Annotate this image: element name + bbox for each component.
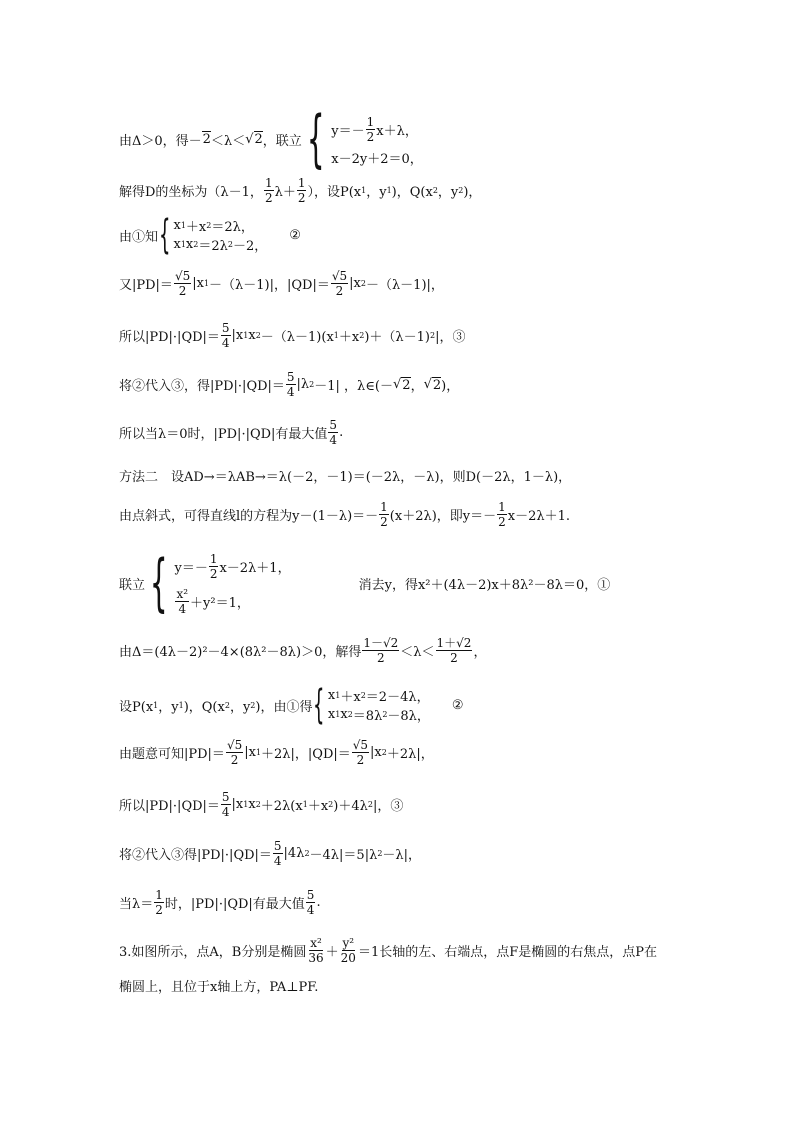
text-l1-r: 2: [254, 132, 263, 147]
text-l17-d: 36: [308, 951, 324, 965]
line-5: [119, 321, 465, 350]
text-l15-pre: 将②代入③得|PD|·|QD|＝: [119, 848, 272, 863]
text-l15-d: 4: [273, 854, 282, 868]
text-l16-d: 2: [155, 903, 163, 917]
text-subs-one: 1: [180, 240, 186, 249]
text-subs-one: 1: [386, 186, 392, 195]
text-l14-pre: 所以|PD|·|QD|＝: [119, 799, 220, 814]
text-l6-d: 4: [286, 385, 295, 399]
text-subs-two: 2: [255, 331, 261, 340]
text-l12-r2a: x: [327, 707, 336, 722]
text-l1-s1b: x＋λ，: [376, 124, 418, 139]
text-l17-n: x²: [310, 936, 322, 950]
text-l10-r1d: 2: [209, 566, 218, 581]
text-subs-two: 2: [360, 279, 366, 288]
line-18: [119, 976, 318, 995]
text-l13-d2: 2: [356, 753, 365, 767]
text-subs-two: 2: [432, 186, 438, 195]
text-l10-pre: 联立: [119, 577, 146, 593]
text-l2-d2: 2: [297, 191, 306, 205]
text-l10-r1n: 1: [209, 551, 218, 566]
text-l9-pre: 由点斜式，可得直线l的方程为y－(1－λ)＝－: [119, 509, 379, 524]
text-l11-post: ，: [473, 645, 487, 660]
text-l3-pre: 由①知: [119, 229, 159, 245]
text-subs-sq: 2: [304, 849, 310, 858]
text-l4-d: 2: [178, 284, 187, 298]
text-subs-two: 2: [347, 710, 353, 719]
text-l4-n: √5: [174, 269, 191, 283]
text-l9-n2: 1: [498, 500, 506, 514]
text-l15-n: 5: [273, 839, 282, 853]
text-l2-p2: ，y: [366, 185, 387, 200]
text-l6-pre: 将②代入③，得|PD|·|QD|＝: [119, 379, 285, 394]
text-l7-d: 4: [329, 433, 338, 447]
text-subs-one: 1: [255, 748, 262, 757]
text-subs-sq: 2: [227, 240, 233, 249]
text-l1-s1n: 1: [366, 115, 375, 129]
text-l13-n2: √5: [352, 738, 369, 752]
text-l10-r2b: ＋y²＝1，: [190, 595, 250, 611]
text-l1-s1a: y＝－: [331, 124, 365, 139]
text-l6-e: )，: [441, 379, 460, 394]
text-l1-mid: ＜λ＜: [210, 133, 246, 149]
text-l5-e: ＋x: [338, 330, 360, 345]
text-l2-p4: ，y: [437, 185, 459, 200]
text-subs-one: 1: [180, 221, 186, 230]
text-l2-post: ），设P(x: [307, 185, 362, 200]
text-subs-one: 1: [153, 700, 159, 710]
text-l13-d: 2: [230, 753, 239, 767]
text-l5-n: 5: [221, 321, 230, 335]
text-l10-r1b: x－2λ＋1，: [219, 560, 291, 576]
equation-system: { y＝－ $\frac{1}{2}$ x＋λ， x－2y＋2＝0，: [306, 102, 423, 175]
text-l1-s2: x－2y＋2＝0，: [331, 151, 423, 167]
text-subs-two: 2: [250, 700, 256, 710]
text-l4-pre: 又|PD|＝: [119, 278, 173, 293]
text-l17-n2: y²: [342, 936, 355, 950]
text-l13-c: |x: [370, 745, 382, 760]
text-l10-r2d: 4: [178, 601, 187, 616]
text-l6-r: 2: [402, 377, 411, 393]
text-subs-two: 2: [193, 240, 199, 249]
text-l3-r2d: －2，: [232, 239, 268, 254]
text-l8-text: 方法二 设AD→＝λAB→＝λ(－2，－1)＝(－2λ，－λ)，则D(－2λ，1－λ)，: [119, 470, 572, 485]
text-l13-pre: 由题意可知|PD|＝: [119, 747, 225, 762]
text-l1-r: 2: [202, 132, 211, 147]
line-16: [119, 888, 321, 917]
text-l2-p3: )，Q(x: [391, 185, 433, 200]
line-2: [119, 176, 481, 205]
text-l12-r1a: x: [327, 688, 336, 703]
text-l9-d2: 2: [498, 515, 506, 529]
text-l2-n1: 1: [264, 176, 273, 190]
text-l18-text: 椭圆上，且位于x轴上方，PA⊥PF.: [119, 980, 319, 995]
text-l16-pre: 当λ＝: [119, 897, 154, 912]
text-l5-pre: 所以|PD|·|QD|＝: [119, 330, 220, 345]
text-l7-post: .: [339, 425, 344, 440]
text-subs-one: 1: [335, 710, 341, 719]
text-l2-d1: 2: [264, 191, 273, 205]
text-subs-one: 1: [335, 691, 341, 700]
text-l14-n: 5: [221, 790, 230, 804]
text-l9-n: 1: [380, 500, 388, 514]
text-l12-e: )，由①得: [255, 699, 313, 715]
text-l12-tag: ②: [451, 697, 464, 713]
text-subs-sq: 2: [367, 800, 373, 809]
text-subs-sq: 2: [377, 849, 383, 858]
text-l11-n2: 1＋√2: [436, 636, 472, 650]
line-10: 联立 { y＝－ $\frac{1}{2}$ x－2λ＋1， $\frac{\text{x²}}{4}$ ＋y²＝1， 消去y，得x²＋(4λ－2)x＋8λ²－8λ＝0，①: [119, 546, 611, 619]
text-subs-one: 1: [243, 800, 249, 809]
text-l3-r1c: ＝2λ，: [211, 220, 254, 235]
text-l3-r1b: ＋x: [185, 220, 207, 235]
text-subs-two: 2: [206, 221, 212, 230]
text-l16-n2: 5: [306, 888, 315, 902]
line-6: 将②代入③，得|PD|·|QD|＝ $\frac{5}{4}$ |λ 2 －1| ，λ∈(－ √ 2 ， √ 2 )，: [119, 370, 460, 399]
text-subs-two: 2: [255, 800, 261, 809]
text-l16-post: .: [316, 895, 321, 910]
text-l14-e: ＋x: [307, 799, 329, 814]
text-l17-m: ＋: [325, 945, 339, 960]
text-subs-two: 2: [224, 700, 230, 710]
text-l17-post: ＝1长轴的左、右端点，点F是椭圆的右焦点，点P在: [357, 945, 657, 960]
text-subs-one: 1: [178, 700, 184, 710]
line-1: 由Δ＞0，得－ 2 ＜λ＜ √ 2 ，联立 { y＝－ $\frac{1}{2}$ x＋λ， x－2y＋2＝0，: [119, 102, 423, 175]
text-l4-a: |x: [192, 276, 204, 291]
text-l10-r2n: x²: [176, 586, 189, 601]
text-l4-b: －（λ－1)|，|QD|＝: [209, 278, 330, 293]
text-l9-d: 2: [380, 515, 388, 529]
text-l15-b: －4λ|＝5|λ: [309, 848, 378, 863]
text-l3-r2c: ＝2λ: [198, 239, 228, 254]
text-l10-post: 消去y，得x²＋(4λ－2)x＋8λ²－8λ＝0，①: [358, 577, 611, 593]
line-17: [119, 936, 657, 965]
text-l12-b: )，Q(x: [183, 699, 225, 715]
line-11: [119, 636, 486, 665]
line-8: [119, 466, 571, 485]
text-subs-two: 2: [359, 331, 365, 340]
line-3: 由①知 { x 1 ＋x 2 ＝2λ， x 1 x 2 ＝2λ 2 －2， ②: [119, 212, 301, 258]
text-l1-post: ，联立: [262, 133, 302, 149]
text-l11-d2: 2: [450, 651, 458, 665]
text-l3-r1a: x: [173, 218, 181, 233]
text-l4-e: －（λ－1)|，: [365, 278, 444, 293]
text-subs-two: 2: [328, 800, 334, 809]
text-subs-one: 1: [333, 331, 339, 340]
text-l11-n: 1－√2: [363, 636, 399, 650]
text-l3-tag: ②: [289, 227, 301, 243]
text-l2-n2: 1: [297, 176, 306, 190]
text-l4-c: |x: [349, 276, 361, 291]
line-4: [119, 269, 444, 298]
text-l9-m: (x＋2λ)，即y＝－: [389, 509, 497, 524]
text-l14-c: ＋2λ(x: [260, 799, 303, 814]
text-l12-r2c: ＝8λ: [352, 709, 383, 724]
text-l12-a: ，y: [158, 699, 179, 715]
text-subs-one: 1: [302, 800, 308, 809]
text-l6-n: 5: [286, 370, 295, 384]
text-l2-m: λ＋: [274, 185, 296, 200]
line-13: [119, 738, 434, 767]
text-l5-d: 4: [221, 336, 230, 350]
text-l12-pre: 设P(x: [119, 699, 154, 715]
text-l7-n: 5: [329, 418, 338, 432]
text-l14-a: |x: [231, 797, 244, 812]
line-14: [119, 790, 403, 819]
text-subs-two: 2: [381, 748, 387, 757]
text-l16-d2: 4: [306, 903, 315, 917]
text-l9-post: x－2λ＋1.: [507, 509, 571, 524]
text-l14-g: |，③: [372, 799, 404, 814]
text-l11-m: ＜λ＜: [400, 645, 435, 660]
text-l5-c: －（λ－1)(x: [260, 330, 334, 345]
text-l12-r2b: x: [340, 707, 348, 722]
text-l5-f: )＋（λ－1): [364, 330, 430, 345]
text-subs-sq: 2: [429, 331, 436, 340]
text-subs-one: 1: [203, 279, 210, 288]
text-subs-two: 2: [360, 691, 366, 700]
text-l12-r1b: ＋x: [340, 690, 361, 705]
text-l15-c: －λ|，: [382, 848, 422, 863]
text-l11-pre: 由Δ＝(4λ－2)²－4×(8λ²－8λ)＞0，解得: [119, 645, 362, 660]
line-15: [119, 839, 421, 868]
text-l6-r: 2: [432, 377, 442, 393]
text-subs-one: 1: [361, 186, 367, 195]
text-l6-a: |λ: [296, 377, 310, 392]
text-l7-pre: 所以当λ＝0时，|PD|·|QD|有最大值: [119, 427, 328, 442]
text-l2-p5: )，: [463, 185, 482, 200]
text-l3-r2b: x: [185, 237, 194, 252]
text-l13-b: ＋2λ|，|QD|＝: [261, 747, 351, 762]
text-subs-one: 1: [243, 331, 249, 340]
text-l15-a: |4λ: [283, 846, 305, 861]
text-l14-d: 4: [221, 805, 230, 819]
text-l13-a: |x: [244, 745, 256, 760]
text-l11-d: 2: [376, 651, 385, 665]
text-l12-r1c: ＝2－4λ，: [365, 690, 430, 705]
text-l13-e: ＋2λ|，: [386, 747, 434, 762]
text-l2-pre: 解得D的坐标为（λ－1，: [119, 185, 263, 200]
text-l1-pre: 由Δ＞0，得－: [119, 133, 202, 149]
text-l10-r1a: y＝－: [174, 560, 208, 576]
text-l13-n: √5: [226, 738, 243, 752]
text-l4-d2: 2: [335, 284, 344, 298]
text-subs-sq: 2: [309, 380, 315, 389]
text-l14-f: )＋4λ: [333, 799, 368, 814]
text-l17-pre: 3.如图所示，点A，B分别是椭圆: [119, 945, 307, 960]
text-l1-s1d: 2: [366, 130, 375, 144]
text-l16-m: 时，|PD|·|QD|有最大值: [164, 897, 305, 912]
text-l14-b: x: [248, 797, 256, 812]
text-l4-n2: √5: [331, 269, 348, 283]
text-l5-a: |x: [231, 328, 244, 343]
text-l3-r2a: x: [173, 237, 181, 252]
line-12: 设P(x 1 ，y 1 )，Q(x 2 ，y 2 )，由①得 { x 1 ＋x 2 ＝2－4λ， x 1 x 2 ＝8λ 2 －8λ， ②: [119, 682, 464, 728]
text-subs-sq: 2: [382, 710, 388, 719]
text-l6-b: －1| ，λ∈(－: [314, 379, 393, 394]
text-l6-c: ，: [410, 379, 424, 394]
text-l12-r2d: －8λ，: [387, 709, 430, 724]
line-7: [119, 418, 343, 447]
text-subs-two: 2: [458, 186, 464, 195]
text-l12-c: ，y: [229, 699, 251, 715]
text-l17-d2: 20: [340, 951, 356, 965]
text-l16-n: 1: [155, 888, 163, 902]
line-9: [119, 500, 570, 529]
text-l5-g: |，③: [435, 330, 466, 345]
text-l5-b: x: [248, 328, 256, 343]
